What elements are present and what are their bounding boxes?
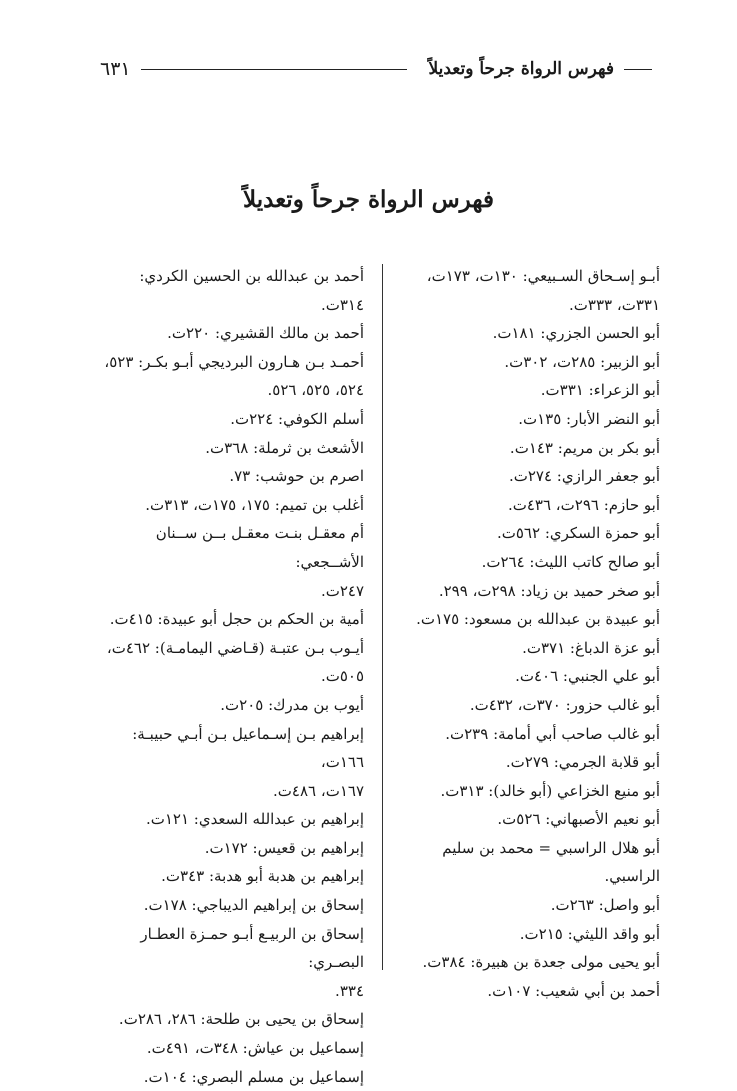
index-entry-line: أغلب بن تميم: ١٧٥، ١٧٥ت، ٣١٣ت. [145,495,364,514]
index-entry-line: أبو علي الجنبي: ٤٠٦ت. [515,667,660,686]
index-entry-line: إبراهيم بن عبدالله السعدي: ١٢١ت. [145,810,364,829]
index-entry-line: أبو قلابة الجرمي: ٢٧٩ت. [505,753,660,772]
index-entry-line: إبراهيم بـن إسـماعيل بـن أبـي حبيبـة: ١٦٦ت، [132,724,364,772]
index-entry-line: أبو النضر الأبار: ١٣٥ت. [518,409,660,428]
index-entry-line: إسماعيل بن مسلم البصري: ١٠٤ت. [143,1067,364,1086]
index-entry-line: أحمد بن مالك القشيري: ٢٢٠ت. [167,324,364,343]
index-entry-line: أبو الزبير: ٢٨٥ت، ٣٠٢ت. [504,352,660,371]
index-entry-line: إسحاق بن يحيى بن طلحة: ٢٨٦، ٢٨٦ت. [118,1010,364,1029]
index-entry-line: أيوب بن مدرك: ٢٠٥ت. [220,695,364,714]
index-entry-line: إبراهيم بن هدبة أبو هدبة: ٣٤٣ت. [161,867,364,886]
index-entry-line: ٥٠٥ت. [320,667,364,686]
running-header [100,52,652,86]
index-entry-line: أبو غالب حزور: ٣٧٠ت، ٤٣٢ت. [469,695,660,714]
index-entry-line: ٣٣٤. [335,981,364,1000]
running-title: فهرس الرواة جرحاً وتعديلاً [428,59,614,79]
index-entry-line: إسحاق بن إبراهيم الديباجي: ١٧٨ت. [143,896,364,915]
index-entry-line: إبراهيم بن قعيس: ١٧٢ت. [204,838,364,857]
index-entry-line: ٥٢٤، ٥٢٥، ٥٢٦. [267,381,364,400]
right-column [408,262,660,1005]
index-entry-line: أبو منيع الخزاعي (أبو خالد): ٣١٣ت. [440,781,660,800]
index-entry-line: أبو حازم: ٢٩٦ت، ٤٣٦ت. [507,495,660,514]
index-entry-line: أيـوب بـن عتبـة (قـاضي اليمامـة): ٤٦٢ت، [106,638,364,657]
index-entry-line: أحمد بن أبي شعيب: ١٠٧ت. [487,981,660,1000]
header-leading-rule [624,69,652,70]
index-entry-line: أبو نعيم الأصبهاني: ٥٢٦ت. [497,810,660,829]
index-entry-line: أبو صالح كاتب الليث: ٢٦٤ت. [481,552,660,571]
index-entry-line: أبو واصل: ٢٦٣ت. [550,896,660,915]
index-entry-line: أبو صخر حميد بن زياد: ٢٩٨ت، ٢٩٩. [438,581,660,600]
index-entry-line: إسماعيل بن عياش: ٣٤٨ت، ٤٩١ت. [146,1039,364,1058]
page-title: فهرس الرواة جرحاً وتعديلاً [243,186,494,213]
page-number: ٦٣١ [100,58,131,80]
index-entry-line: أبو عزة الدباغ: ٣٧١ت. [522,638,660,657]
index-entry-line: أم معقـل بنـت معقـل بــن ســنان الأشــجعي: [155,524,364,571]
index-entry-line: أبـو إسـحاق السـبيعي: ١٣٠ت، ١٧٣ت، [426,267,660,285]
index-entry-line: الأشعث بن ثرملة: ٣٦٨ت. [205,438,364,457]
index-entry-line: أبو هلال الراسبي = محمد بن سليم الراسبي. [442,838,660,886]
index-entry-line: ١٦٧ت، ٤٨٦ت. [273,781,364,800]
index-entry-line: أبو عبيدة بن عبدالله بن مسعود: ١٧٥ت. [416,610,660,629]
index-entry-line: أبو بكر بن مريم: ١٤٣ت. [509,438,660,457]
index-entry-line: أبو حمزة السكري: ٥٦٢ت. [496,524,660,543]
index-entry-line: أبو غالب صاحب أبي أمامة: ٢٣٩ت. [445,724,660,743]
index-entry-line: أبو الزعراء: ٣٣١ت. [540,381,660,400]
index-entry-line: أبو يحيى مولى جعدة بن هبيرة: ٣٨٤ت. [422,953,660,972]
index-columns [100,262,660,1086]
header-rule [141,69,407,70]
index-entry-line: ٢٤٧ت. [320,581,364,600]
index-entry-line: ٣٣١ت، ٣٣٣ت. [569,295,660,314]
left-column [100,262,364,1091]
index-entry-line: أبو الحسن الجزري: ١٨١ت. [492,324,660,343]
index-entry-line: أحمـد بـن هـارون البرديجي أبـو بكـر: ٥٢٣، [104,352,364,371]
index-entry-line: أحمد بن عبدالله بن الحسين الكردي: ٣١٤ت. [139,267,364,314]
index-entry-line: أبو جعفر الرازي: ٢٧٤ت. [508,467,660,486]
index-entry-line: أسلم الكوفي: ٢٢٤ت. [230,409,364,428]
index-entry-line: اصرم بن حوشب: ٧٣. [229,467,364,486]
column-divider [382,264,383,970]
index-entry-line: أمية بن الحكم بن حجل أبو عبيدة: ٤١٥ت. [109,610,364,629]
index-entry-line: أبو واقد الليثي: ٢١٥ت. [519,924,660,943]
index-entry-line: إسحاق بن الربيـع أبـو حمـزة العطـار البصـري: [140,924,364,972]
